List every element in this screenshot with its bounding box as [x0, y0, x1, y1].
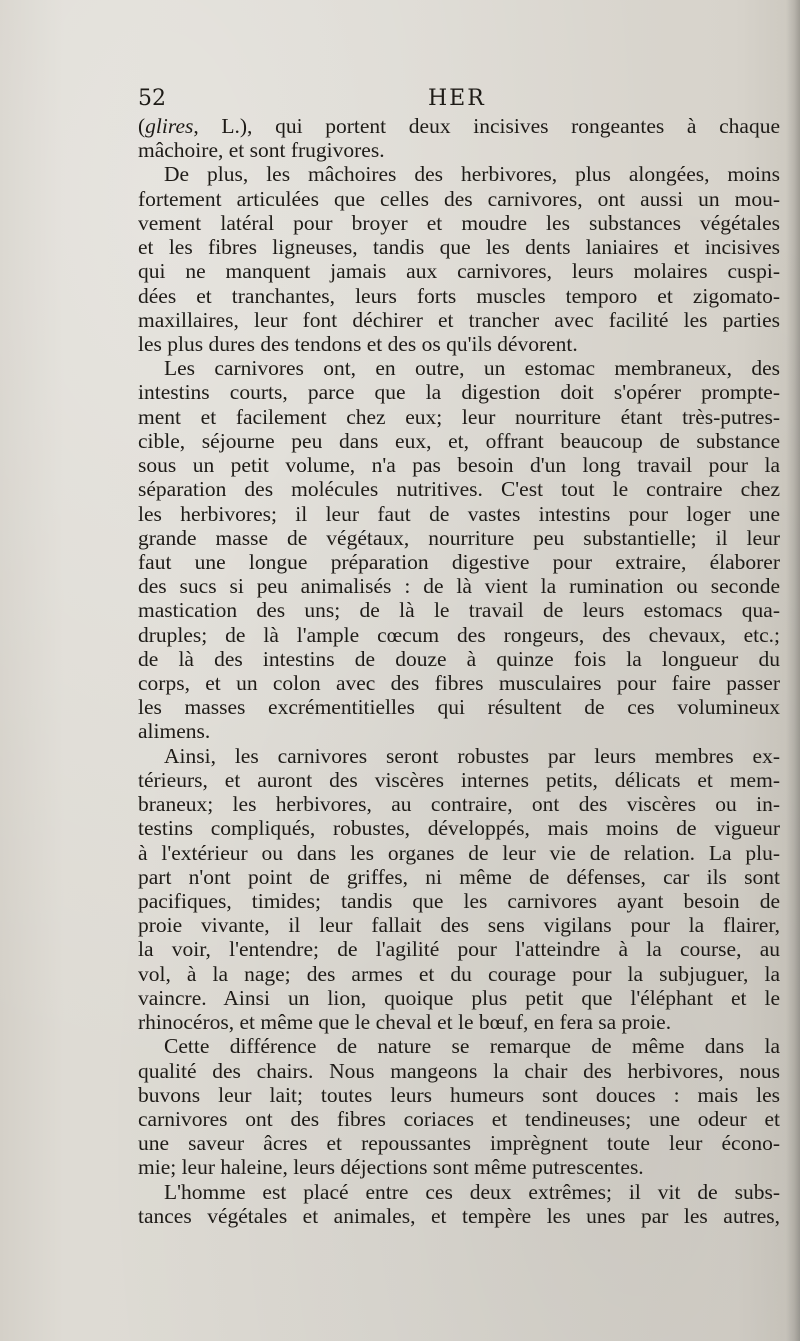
text-line: faut une longue préparation digestive pour extraire, élaborer — [138, 549, 780, 574]
text-line: part n'ont point de griffes, ni même de défenses, car ils sont — [138, 864, 780, 889]
text-line: les plus dures des tendons et des os qu'ils dévorent. — [138, 331, 578, 356]
text-line: qui ne manquent jamais aux carnivores, leurs molaires cuspi- — [138, 259, 780, 284]
text-line: druples; de là l'ample cœcum des rongeurs, des chevaux, etc.; — [138, 622, 780, 647]
text-line: qualité des chairs. Nous mangeons la chair des herbivores, nous — [138, 1058, 780, 1083]
text-line: carnivores ont des fibres coriaces et tendineuses; une odeur et — [138, 1106, 780, 1131]
page-number: 52 — [138, 86, 166, 111]
text-line: buvons leur lait; toutes leurs humeurs sont douces : mais les — [138, 1082, 780, 1107]
text-line: térieurs, et auront des viscères internes petits, délicats et mem- — [138, 767, 780, 792]
text-line: De plus, les mâchoires des herbivores, plus alongées, moins — [164, 162, 780, 187]
text-line: grande masse de végétaux, nourriture peu substantielle; il leur — [138, 525, 780, 550]
text-line: séparation des molécules nutritives. C'est tout le contraire chez — [138, 477, 780, 502]
text-line: et les fibres ligneuses, tandis que les dents laniaires et incisives — [138, 235, 780, 260]
text-line: la voir, l'entendre; de l'agilité pour l'atteindre à la course, au — [138, 937, 780, 962]
text-line: tances végétales et animales, et tempère les unes par les autres, — [138, 1203, 780, 1228]
text-line: testins compliqués, robustes, développés, mais moins de vigueur — [138, 816, 780, 841]
text-line: cible, séjourne peu dans eux, et, offrant beaucoup de substance — [138, 428, 780, 453]
text-line: mastication des uns; de là le travail de leurs estomacs qua- — [138, 598, 780, 623]
text-line: mâchoire, et sont frugivores. — [138, 138, 385, 163]
text-line: dées et tranchantes, leurs forts muscles temporo et zigomato- — [138, 283, 780, 308]
text-line: les herbivores; il leur faut de vastes intestins pour loger une — [138, 501, 780, 526]
text-line: braneux; les herbivores, au contraire, ont des viscères ou in- — [138, 792, 780, 817]
text-line: à l'extérieur ou dans les organes de leur vie de relation. La plu- — [138, 840, 780, 865]
text-line: mie; leur haleine, leurs déjections sont même putrescentes. — [138, 1155, 644, 1180]
italic-term: glires — [145, 114, 194, 138]
text-line: rhinocéros, et même que le cheval et le bœuf, en fera sa proie. — [138, 1010, 672, 1035]
text-line: une saveur âcres et repoussantes imprègnent toute leur écono- — [138, 1131, 780, 1156]
text-line: maxillaires, leur font déchirer et trancher avec facilité les parties — [138, 307, 780, 332]
text-line: ment et facilement chez eux; leur nourriture étant très-putres- — [138, 404, 780, 429]
text-line: pacifiques, timides; tandis que les carnivores ayant besoin de — [138, 889, 780, 913]
text-line: de là des intestins de douze à quinze fois la longueur du — [138, 646, 780, 671]
text-line: Ainsi, les carnivores seront robustes par leurs membres ex- — [164, 743, 780, 768]
text-line: vaincre. Ainsi un lion, quoique plus petit que l'éléphant et le — [138, 985, 780, 1010]
text-line: proie vivante, il leur fallait des sens vigilans pour la flairer, — [138, 913, 780, 938]
text-line: fortement articulées que celles des carnivores, ont aussi un mou- — [138, 186, 780, 211]
body-text — [138, 114, 780, 1228]
text-line: des sucs si peu animalisés : de là vient la rumination ou seconde — [138, 574, 780, 599]
text-line: (glires, L.), qui portent deux incisives rongeantes à chaque — [138, 114, 780, 138]
running-head — [138, 82, 778, 116]
text-line: corps, et un colon avec des fibres musculaires pour faire passer — [138, 671, 780, 696]
text-line: sous un petit volume, n'a pas besoin d'un long travail pour la — [138, 453, 780, 478]
text-line: Cette différence de nature se remarque de même dans la — [164, 1034, 780, 1059]
text-line: vement latéral pour broyer et moudre les substances végétales — [138, 210, 780, 235]
running-title: HER — [428, 86, 486, 111]
text-line: L'homme est placé entre ces deux extrêmes; il vit de subs- — [164, 1179, 780, 1204]
text-line: alimens. — [138, 719, 211, 744]
text-line: les masses excrémentitielles qui résultent de ces volumineux — [138, 695, 780, 720]
text-line: vol, à la nage; des armes et du courage pour la subjuguer, la — [138, 961, 780, 986]
text-line: intestins courts, parce que la digestion doit s'opérer prompte- — [138, 380, 780, 405]
text-line: Les carnivores ont, en outre, un estomac membraneux, des — [164, 356, 780, 381]
page-edge-shadow — [786, 0, 800, 1341]
